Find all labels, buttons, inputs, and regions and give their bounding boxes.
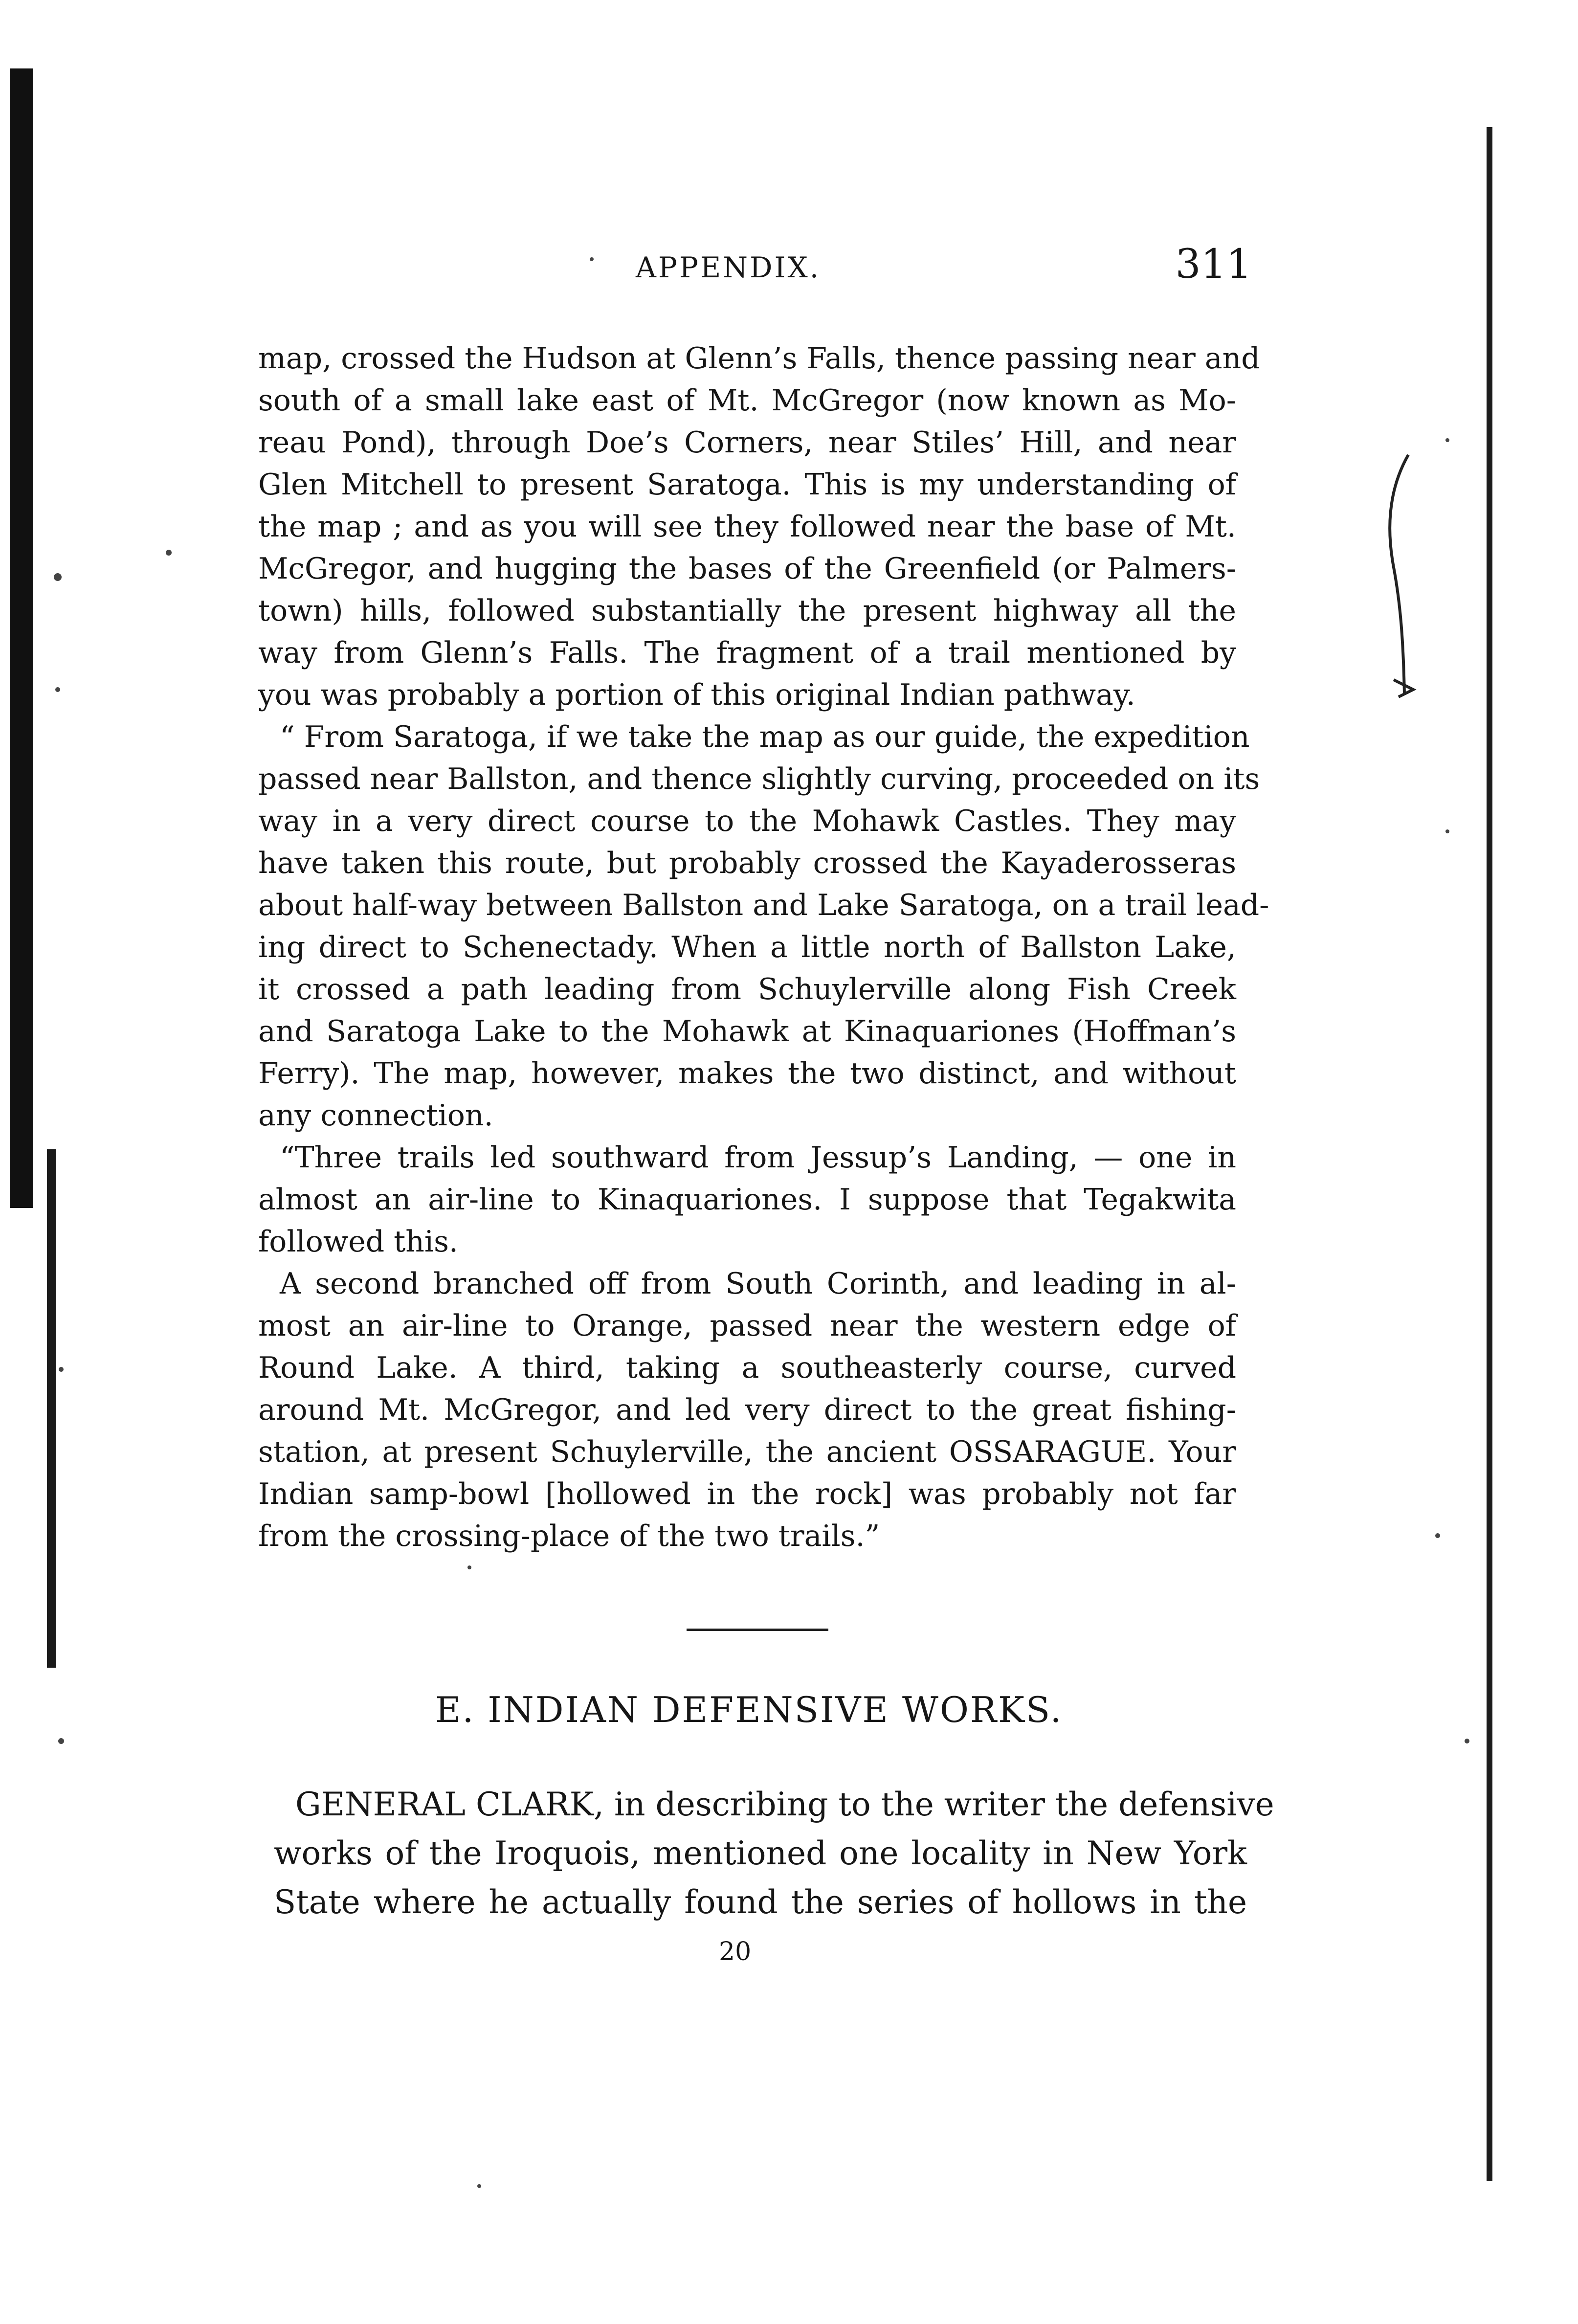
signature-mark: 20 xyxy=(719,1937,752,1966)
text-line: it crossed a path leading from Schuylerville along Fish Creek xyxy=(258,972,1236,1006)
scan-dark-edge-right xyxy=(1487,127,1492,2181)
text-line: about half-way between Ballston and Lake Saratoga, on a trail lead- xyxy=(258,888,1269,922)
text-line: most an air-line to Orange, passed near the western edge of xyxy=(258,1309,1236,1343)
body-text xyxy=(258,337,1269,1557)
text-line: State where he actually found the series of hollows in the xyxy=(274,1883,1247,1921)
page-number: 311 xyxy=(1175,241,1252,288)
running-title: APPENDIX. xyxy=(636,251,821,284)
text-line: “ From Saratoga, if we take the map as our guide, the expedition xyxy=(280,720,1250,754)
section-divider-rule xyxy=(687,1629,828,1631)
text-line: followed this. xyxy=(258,1225,458,1259)
text-line: GENERAL CLARK, in describing to the writer the defensive xyxy=(295,1786,1274,1823)
margin-pencil-bracket xyxy=(1374,450,1433,704)
paragraph xyxy=(258,337,1260,716)
text-line: passed near Ballston, and thence slightly curving, proceeded on its xyxy=(258,762,1260,796)
text-line: Glen Mitchell to present Saratoga. This is my understanding of xyxy=(258,468,1236,502)
text-line: map, crossed the Hudson at Glenn’s Falls, thence passing near and xyxy=(258,341,1260,376)
text-line: Indian samp-bowl [hollowed in the rock] was probably not far xyxy=(258,1477,1236,1511)
text-line: A second branched off from South Corinth, and leading in al- xyxy=(280,1267,1236,1301)
text-line: have taken this route, but probably crossed the Kayaderosseras xyxy=(258,846,1236,880)
text-line: you was probably a portion of this original Indian pathway. xyxy=(258,678,1135,712)
text-line: the map ; and as you will see they followed near the base of Mt. xyxy=(258,510,1236,544)
text-line: any connection. xyxy=(258,1098,493,1133)
text-line: town) hills, followed substantially the present highway all the xyxy=(258,594,1236,628)
text-line: around Mt. McGregor, and led very direct to the great fishing- xyxy=(258,1393,1236,1427)
paragraph xyxy=(258,1137,1236,1263)
section-heading: E. INDIAN DEFENSIVE WORKS. xyxy=(435,1689,1063,1730)
text-line: McGregor, and hugging the bases of the Greenfield (or Palmers- xyxy=(258,552,1236,586)
text-line: way in a very direct course to the Mohawk Castles. They may xyxy=(258,804,1236,838)
text-line: Round Lake. A third, taking a southeasterly course, curved xyxy=(258,1351,1236,1385)
section-body xyxy=(274,1780,1274,1927)
paragraph xyxy=(258,716,1269,1137)
running-head xyxy=(264,241,1252,298)
text-line: reau Pond), through Doe’s Corners, near Stiles’ Hill, and near xyxy=(258,425,1236,460)
text-line: south of a small lake east of Mt. McGregor (now known as Mo- xyxy=(258,383,1236,418)
text-line: “Three trails led southward from Jessup’s Landing, — one in xyxy=(280,1140,1236,1175)
text-line: works of the Iroquois, mentioned one locality in New York xyxy=(274,1834,1247,1872)
text-line: from the crossing-place of the two trails.” xyxy=(258,1519,880,1553)
text-line: ing direct to Schenectady. When a little north of Ballston Lake, xyxy=(258,930,1236,964)
scan-dark-edge-left xyxy=(10,68,33,1208)
text-line: Ferry). The map, however, makes the two distinct, and without xyxy=(258,1056,1236,1091)
scan-dark-edge-left-lower xyxy=(47,1149,56,1668)
text-line: almost an air-line to Kinaquariones. I suppose that Tegakwita xyxy=(258,1183,1236,1217)
paragraph xyxy=(258,1263,1236,1557)
text-line: way from Glenn’s Falls. The fragment of a trail mentioned by xyxy=(258,636,1236,670)
text-line: station, at present Schuylerville, the ancient OSSARAGUE. Your xyxy=(258,1435,1236,1469)
text-line: and Saratoga Lake to the Mohawk at Kinaquariones (Hoffman’s xyxy=(258,1014,1236,1049)
